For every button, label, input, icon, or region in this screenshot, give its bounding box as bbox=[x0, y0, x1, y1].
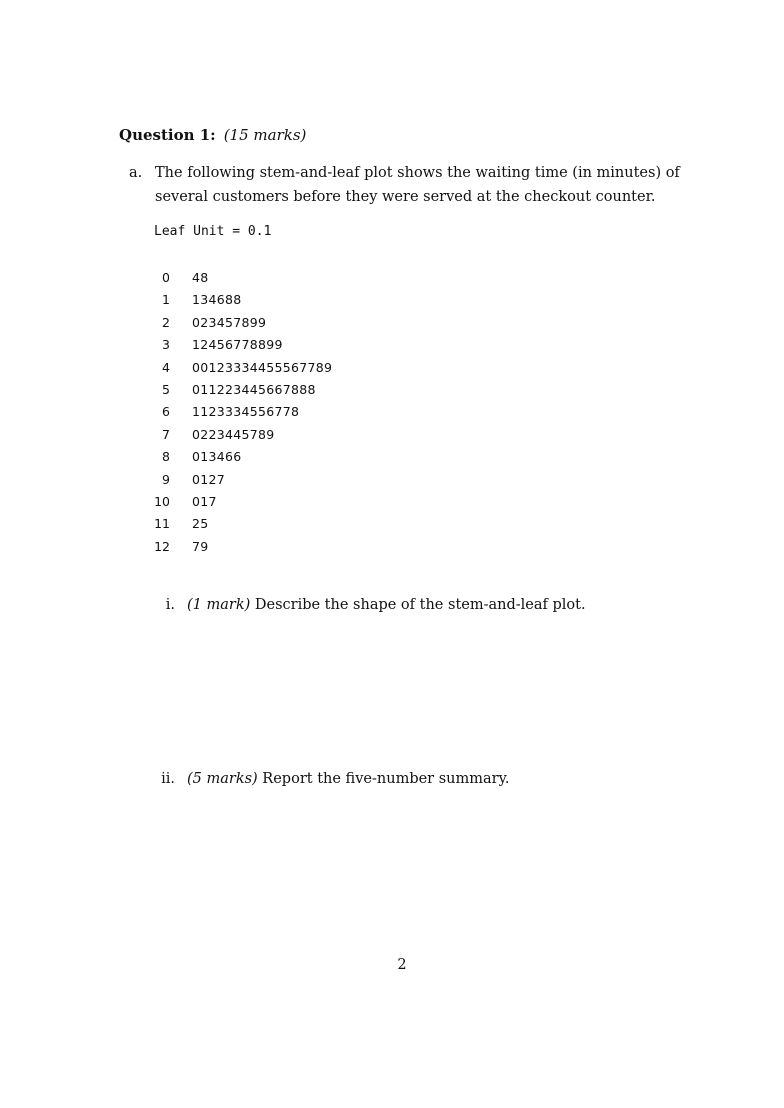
stem-value: 4 bbox=[162, 359, 170, 375]
sub-question-i bbox=[165, 597, 586, 613]
stem-value: 11 bbox=[154, 516, 170, 532]
stem-leaf-row bbox=[146, 446, 332, 468]
leaf-values: 0127 bbox=[192, 471, 226, 487]
stem-leaf-row bbox=[146, 401, 332, 423]
sub-question-ii-text: Report the five-number summary. bbox=[257, 771, 510, 787]
leaf-values: 0223445789 bbox=[192, 426, 275, 442]
leaf-values: 011223445667888 bbox=[192, 381, 316, 397]
leaf-values: 134688 bbox=[192, 292, 242, 308]
part-a-text: The following stem-and-leaf plot shows the waiting time (in minutes) of several customers before they were served at the checkout counter. bbox=[155, 165, 680, 205]
sub-question-ii bbox=[161, 771, 510, 787]
leaf-values: 00123334455567789 bbox=[192, 359, 333, 375]
stem-leaf-row bbox=[146, 469, 332, 491]
sub-question-i-number: i. bbox=[165, 597, 175, 613]
leaf-values: 023457899 bbox=[192, 314, 267, 330]
leaf-values: 1123334556778 bbox=[192, 404, 300, 420]
leaf-values: 79 bbox=[192, 538, 209, 554]
stem-value: 9 bbox=[162, 471, 170, 487]
question-label: Question 1: bbox=[119, 126, 216, 144]
leaf-values: 013466 bbox=[192, 449, 242, 465]
question-marks: (15 marks) bbox=[223, 126, 307, 144]
stem-value: 6 bbox=[162, 404, 170, 420]
leaf-values: 25 bbox=[192, 516, 209, 532]
stem-and-leaf-plot bbox=[146, 267, 332, 558]
stem-leaf-row bbox=[146, 536, 332, 558]
leaf-values: 12456778899 bbox=[192, 337, 283, 353]
stem-leaf-row bbox=[146, 312, 332, 334]
stem-leaf-row bbox=[146, 491, 332, 513]
sub-question-i-text: Describe the shape of the stem-and-leaf plot. bbox=[250, 597, 586, 613]
leaf-values: 017 bbox=[192, 493, 217, 509]
leaf-unit-label: Leaf Unit = 0.1 bbox=[154, 224, 272, 239]
stem-leaf-row bbox=[146, 513, 332, 535]
stem-leaf-row bbox=[146, 379, 332, 401]
stem-value: 7 bbox=[162, 426, 170, 442]
stem-leaf-row bbox=[146, 357, 332, 379]
stem-leaf-row bbox=[146, 267, 332, 289]
stem-leaf-row bbox=[146, 289, 332, 311]
stem-value: 3 bbox=[162, 337, 170, 353]
stem-value: 5 bbox=[162, 381, 170, 397]
sub-question-i-marks: (1 mark) bbox=[187, 597, 251, 613]
stem-value: 1 bbox=[162, 292, 170, 308]
stem-value: 12 bbox=[154, 538, 170, 554]
stem-leaf-row bbox=[146, 424, 332, 446]
stem-leaf-row bbox=[146, 334, 332, 356]
stem-value: 0 bbox=[162, 270, 170, 285]
stem-value: 10 bbox=[154, 493, 170, 509]
page-number: 2 bbox=[397, 957, 407, 973]
sub-question-ii-marks: (5 marks) bbox=[187, 771, 258, 787]
sub-question-ii-number: ii. bbox=[161, 771, 175, 787]
leaf-values: 48 bbox=[192, 270, 209, 285]
part-a-letter: a. bbox=[129, 165, 143, 181]
question-heading bbox=[119, 126, 306, 144]
stem-value: 8 bbox=[162, 449, 170, 465]
stem-value: 2 bbox=[162, 314, 170, 330]
